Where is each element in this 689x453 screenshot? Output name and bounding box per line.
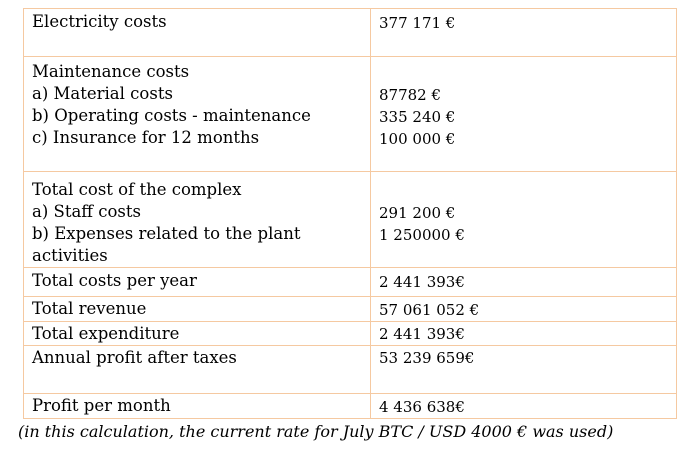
row-label: Electricity costs: [32, 12, 167, 31]
row-label-cell: [24, 297, 371, 322]
row-value: 57 061 052 €: [379, 301, 480, 319]
row-value-cell: [371, 346, 677, 394]
row-label: b) Operating costs - maintenance: [32, 106, 311, 125]
row-value-cell: [371, 322, 677, 346]
row-value-cell: [371, 172, 677, 268]
row-label: a) Staff costs: [32, 202, 141, 221]
table-row: [24, 57, 677, 172]
row-label-cell: [24, 322, 371, 346]
row-value: 2 441 393€: [379, 273, 465, 291]
row-label-cell: [24, 172, 371, 268]
row-value: 1 250000 €: [379, 226, 465, 244]
table-row: [24, 297, 677, 322]
row-value: 291 200 €: [379, 204, 456, 222]
row-value-cell: [371, 268, 677, 297]
row-value: 4 436 638€: [379, 398, 465, 416]
row-value: 377 171 €: [379, 14, 456, 32]
row-label: Total expenditure: [32, 324, 180, 343]
footnote: (in this calculation, the current rate for July BTC / USD 4000 € was used): [18, 422, 614, 441]
row-label: Total cost of the complex: [32, 180, 242, 199]
row-value-cell: [371, 297, 677, 322]
row-label: Total revenue: [32, 299, 147, 318]
table-row: [24, 9, 677, 57]
table-row: [24, 346, 677, 394]
row-value: 53 239 659€: [379, 349, 475, 367]
row-label: c) Insurance for 12 months: [32, 128, 260, 147]
table-row: [24, 172, 677, 268]
table-row: [24, 322, 677, 346]
row-label: Maintenance costs: [32, 62, 190, 81]
row-value: 2 441 393€: [379, 325, 465, 343]
row-label-cell: [24, 268, 371, 297]
row-label: a) Material costs: [32, 84, 173, 103]
row-label: Annual profit after taxes: [32, 348, 237, 367]
row-label: Profit per month: [32, 396, 171, 415]
row-label-cell: [24, 57, 371, 172]
row-label-cell: [24, 9, 371, 57]
row-value: 335 240 €: [379, 108, 456, 126]
row-label-cell: [24, 346, 371, 394]
row-label: Total costs per year: [32, 271, 197, 290]
cost-table: [23, 8, 677, 419]
table-row: [24, 268, 677, 297]
table-row: [24, 394, 677, 419]
row-label-cell: [24, 394, 371, 419]
row-label: activities: [32, 246, 108, 265]
row-value-cell: [371, 57, 677, 172]
row-value: 87782 €: [379, 86, 442, 104]
row-value-cell: [371, 394, 677, 419]
row-value-cell: [371, 9, 677, 57]
row-value: 100 000 €: [379, 130, 456, 148]
row-label: b) Expenses related to the plant: [32, 224, 301, 243]
